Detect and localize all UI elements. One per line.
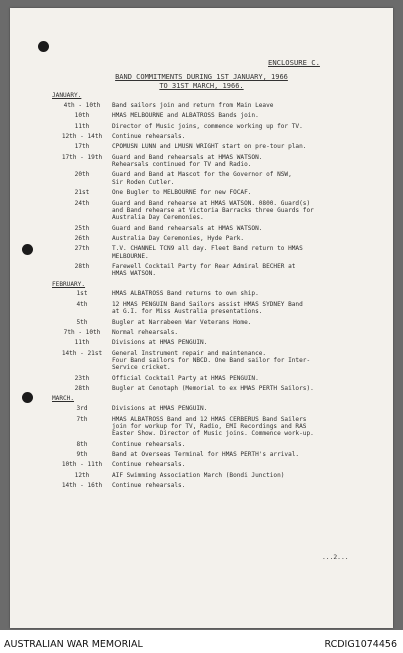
- commitment-entry: [52, 290, 352, 297]
- month-heading: JANUARY.: [52, 92, 82, 99]
- entry-date: 4th - 10th: [63, 101, 101, 109]
- entry-description-line: Band at Overseas Terminal for HMAS PERTH's arrival.: [112, 451, 300, 459]
- entry-description: [112, 301, 352, 316]
- entry-date: 12th: [74, 471, 90, 479]
- month-heading: FEBRUARY.: [52, 280, 86, 288]
- entry-description-line: 12 HMAS PENGUIN Band Sailors assist HMAS SYDNEY Band: [112, 300, 303, 308]
- punch-hole: [22, 244, 33, 255]
- entry-description: [112, 225, 352, 232]
- commitment-entry: [52, 171, 352, 186]
- entry-description: [112, 123, 352, 130]
- entry-description-line: General Instrument repair and maintenance.: [112, 349, 267, 357]
- commitment-entry: [52, 339, 352, 346]
- commitment-entry: [52, 133, 352, 140]
- continuation-marker: ...2...: [322, 554, 349, 561]
- entry-date: 14th - 16th: [61, 482, 103, 490]
- commitment-entry: [52, 441, 352, 448]
- entry-description: [112, 472, 352, 479]
- entry-date: 1st: [76, 290, 88, 298]
- entry-description-line: HMAS MELBOURNE and ALBATROSS Bands join.: [112, 112, 259, 120]
- entry-description-line: join for workup for TV, Radio, EMI Recordings and RAS: [112, 422, 307, 430]
- entry-date: 17th - 19th: [61, 153, 103, 161]
- entry-description: [112, 154, 352, 169]
- entry-description: [112, 263, 352, 278]
- entry-date: 23th: [74, 374, 90, 382]
- commitment-entry: [52, 102, 352, 109]
- entry-description-line: Rehearsals continued for TV and Radio.: [112, 161, 252, 169]
- entry-description-line: Continue rehearsals.: [112, 132, 186, 140]
- document-page: [10, 8, 393, 628]
- commitment-entry: [52, 451, 352, 458]
- entry-description-line: Sir Roden Cutler.: [112, 178, 175, 186]
- entry-description-line: and Band rehearse at Victoria Barracks three Guards for: [112, 206, 314, 214]
- entry-date: 28th: [74, 262, 90, 270]
- entry-date: 26th: [74, 234, 90, 242]
- entry-description: [112, 350, 352, 372]
- commitment-entry: [52, 482, 352, 489]
- entry-description: [112, 375, 352, 382]
- commitment-entry: [52, 405, 352, 412]
- entry-date: 21st: [74, 189, 90, 197]
- document-title-date-range: TO 31ST MARCH, 1966.: [159, 82, 244, 90]
- entry-description: [112, 405, 352, 412]
- entry-description-line: Australia Day Ceremonies.: [112, 214, 204, 222]
- commitment-entry: [52, 154, 352, 169]
- commitment-entry: [52, 375, 352, 382]
- entry-date: 12th - 14th: [61, 132, 103, 140]
- entry-description: [112, 200, 352, 222]
- archive-reference: RCDIG1074456: [324, 639, 397, 650]
- entry-date: 4th: [76, 300, 88, 308]
- archive-name: AUSTRALIAN WAR MEMORIAL: [4, 639, 143, 650]
- entry-description-line: Guard and Band rehearsals at HMAS WATSON.: [112, 153, 263, 161]
- entry-description-line: HMAS WATSON.: [112, 270, 157, 278]
- entry-description: [112, 133, 352, 140]
- entry-description: [112, 461, 352, 468]
- entry-description-line: Easter Show. Director of Music joins. Commence work-up.: [112, 430, 314, 438]
- entry-description: [112, 339, 352, 346]
- entry-description-line: MELBOURNE.: [112, 252, 149, 260]
- entry-date: 17th: [74, 143, 90, 151]
- entry-description-line: Continue rehearsals.: [112, 440, 186, 448]
- commitment-entry: [52, 385, 352, 392]
- entry-date: 10th - 11th: [61, 461, 103, 469]
- entry-description: [112, 451, 352, 458]
- entry-date: 11th: [74, 339, 90, 347]
- entry-date: 25th: [74, 224, 90, 232]
- punch-hole: [22, 392, 33, 403]
- entry-description-line: Continue rehearsals.: [112, 461, 186, 469]
- entry-description: [112, 143, 352, 150]
- commitment-entry: [52, 200, 352, 222]
- commitment-entry: [52, 263, 352, 278]
- entry-description: [112, 482, 352, 489]
- entry-description-line: Normal rehearsals.: [112, 328, 179, 336]
- commitment-entry: [52, 319, 352, 326]
- entry-description: [112, 416, 352, 438]
- entry-description-line: Continue rehearsals.: [112, 482, 186, 490]
- entry-description-line: HMAS ALBATROSS Band and 12 HMAS CERBERUS Band Sailers: [112, 415, 307, 423]
- commitment-entry: [52, 189, 352, 196]
- entry-description-line: Divisions at HMAS PENGUIN.: [112, 405, 208, 413]
- entry-description: [112, 319, 352, 326]
- entry-description-line: Band sailors join and return from Main Leave: [112, 101, 274, 109]
- entry-description: [112, 102, 352, 109]
- entry-date: 27th: [74, 245, 90, 253]
- entry-description-line: AIF Swimming Association March (Bondi Junction): [112, 471, 285, 479]
- entry-description-line: Four Band sailors for NBCD. One Band sailor for Inter-: [112, 357, 311, 364]
- entry-description-line: Director of Music joins, commence working up for TV.: [112, 122, 303, 130]
- entry-description-line: Official Cocktail Party at HMAS PENGUIN.: [112, 374, 259, 382]
- commitment-entry: [52, 245, 352, 260]
- entry-date: 11th: [74, 122, 90, 130]
- entry-description: [112, 112, 352, 119]
- month-heading: MARCH.: [52, 395, 75, 403]
- entry-description: [112, 441, 352, 448]
- entry-description-line: HMAS ALBATROSS Band returns to own ship.: [112, 290, 259, 298]
- entry-description: [112, 189, 352, 196]
- commitment-entry: [52, 123, 352, 130]
- document-title: BAND COMMITMENTS DURING 1ST JANUARY, 1966: [115, 73, 288, 81]
- entry-description-line: Divisions at HMAS PENGUIN.: [112, 339, 208, 347]
- entry-date: 28th: [74, 385, 90, 393]
- entry-date: 20th: [74, 171, 90, 179]
- entry-description-line: Guard and Band at Mascot for the Governor of NSW,: [112, 171, 292, 179]
- entry-date: 24th: [74, 199, 90, 207]
- commitments-list: [52, 92, 352, 493]
- entry-description: [112, 290, 352, 297]
- entry-description: [112, 385, 352, 392]
- entry-description-line: Bugler at Narrabeen War Veterans Home.: [112, 318, 252, 326]
- entry-description-line: T.V. CHANNEL TCN9 all day. Fleet Band return to HMAS: [112, 245, 303, 253]
- entry-description-line: Australia Day Ceremonies, Hyde Park.: [112, 234, 245, 242]
- commitment-entry: [52, 143, 352, 150]
- entry-date: 10th: [74, 112, 90, 120]
- archive-footer: [0, 630, 403, 653]
- entry-description-line: Guard and Band rehearse at HMAS WATSON. 0800. Guard(s): [112, 199, 311, 207]
- entry-description: [112, 171, 352, 186]
- entry-description-line: Bugler at Cenotaph (Memorial to ex HMAS PERTH Sailors).: [112, 385, 314, 393]
- entry-description-line: CPOMUSN LUNN and LMUSN WRIGHT start on pre-tour plan.: [112, 143, 307, 151]
- entry-date: 5th: [76, 318, 88, 326]
- commitment-entry: [52, 472, 352, 479]
- commitment-entry: [52, 461, 352, 468]
- entry-date: 7th: [76, 415, 88, 423]
- entry-description-line: Farewell Cocktail Party for Rear Admiral BECHER at: [112, 262, 296, 270]
- entry-description: [112, 245, 352, 260]
- entry-description-line: Guard and Band rehearsals at HMAS WATSON.: [112, 224, 263, 232]
- entry-description: [112, 235, 352, 242]
- commitment-entry: [52, 301, 352, 316]
- commitment-entry: [52, 350, 352, 372]
- entry-date: 3rd: [76, 405, 88, 413]
- punch-hole: [38, 41, 49, 52]
- commitment-entry: [52, 235, 352, 242]
- enclosure-label: ENCLOSURE C.: [268, 58, 320, 67]
- entry-description-line: Service cricket.: [112, 364, 171, 372]
- commitment-entry: [52, 112, 352, 119]
- entry-date: 7th - 10th: [63, 328, 101, 336]
- entry-date: 9th: [76, 451, 88, 459]
- commitment-entry: [52, 416, 352, 438]
- entry-description: [112, 329, 352, 336]
- entry-description-line: at G.I. for Miss Australia presentations.: [112, 308, 263, 316]
- commitment-entry: [52, 329, 352, 336]
- entry-date: 14th - 21st: [61, 349, 103, 357]
- entry-description-line: One Bugler to MELBOURNE for new FOCAF.: [112, 189, 252, 197]
- entry-date: 8th: [76, 440, 88, 448]
- commitment-entry: [52, 225, 352, 232]
